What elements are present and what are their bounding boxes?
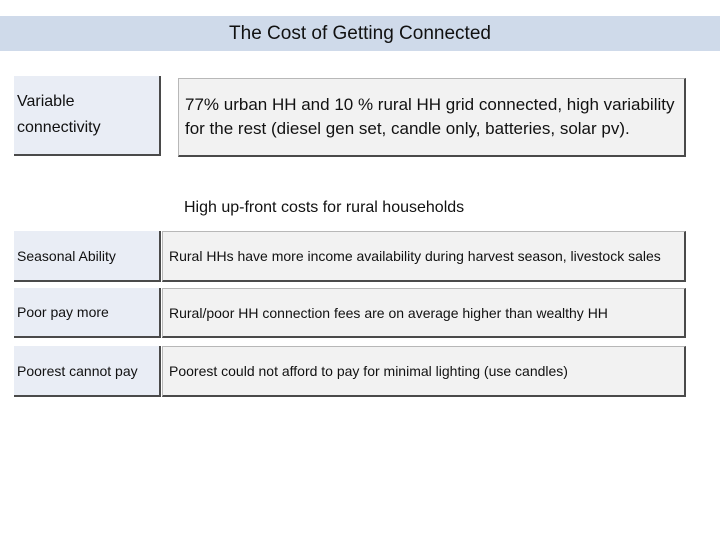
text-poor-pay-more — [162, 288, 686, 338]
text-seasonal-ability — [162, 231, 686, 282]
page-title: The Cost of Getting Connected — [229, 22, 491, 44]
body-text: Poorest could not afford to pay for minimal lighting (use candles) — [169, 363, 568, 379]
body-text: Rural/poor HH connection fees are on average higher than wealthy HH — [169, 304, 608, 321]
label-text: Seasonal Ability — [17, 247, 116, 264]
subheading: High up-front costs for rural households — [184, 199, 465, 216]
title-bar — [0, 16, 720, 51]
label-text: Variable connectivity — [17, 93, 101, 136]
label-text: Poorest cannot pay — [17, 362, 138, 379]
body-text: Rural HHs have more income availability during harvest season, livestock sales — [169, 248, 661, 264]
label-seasonal-ability — [14, 231, 161, 282]
text-poorest-cannot-pay — [162, 346, 686, 397]
label-poorest-cannot-pay — [14, 346, 161, 397]
label-poor-pay-more — [14, 288, 161, 338]
body-text: 77% urban HH and 10 % rural HH grid connected, high variability for the rest (diesel gen set, candle only, batteries, solar pv). — [185, 95, 675, 138]
text-variable-connectivity — [178, 78, 686, 157]
label-text: Poor pay more — [17, 304, 109, 320]
label-variable-connectivity — [14, 76, 161, 156]
